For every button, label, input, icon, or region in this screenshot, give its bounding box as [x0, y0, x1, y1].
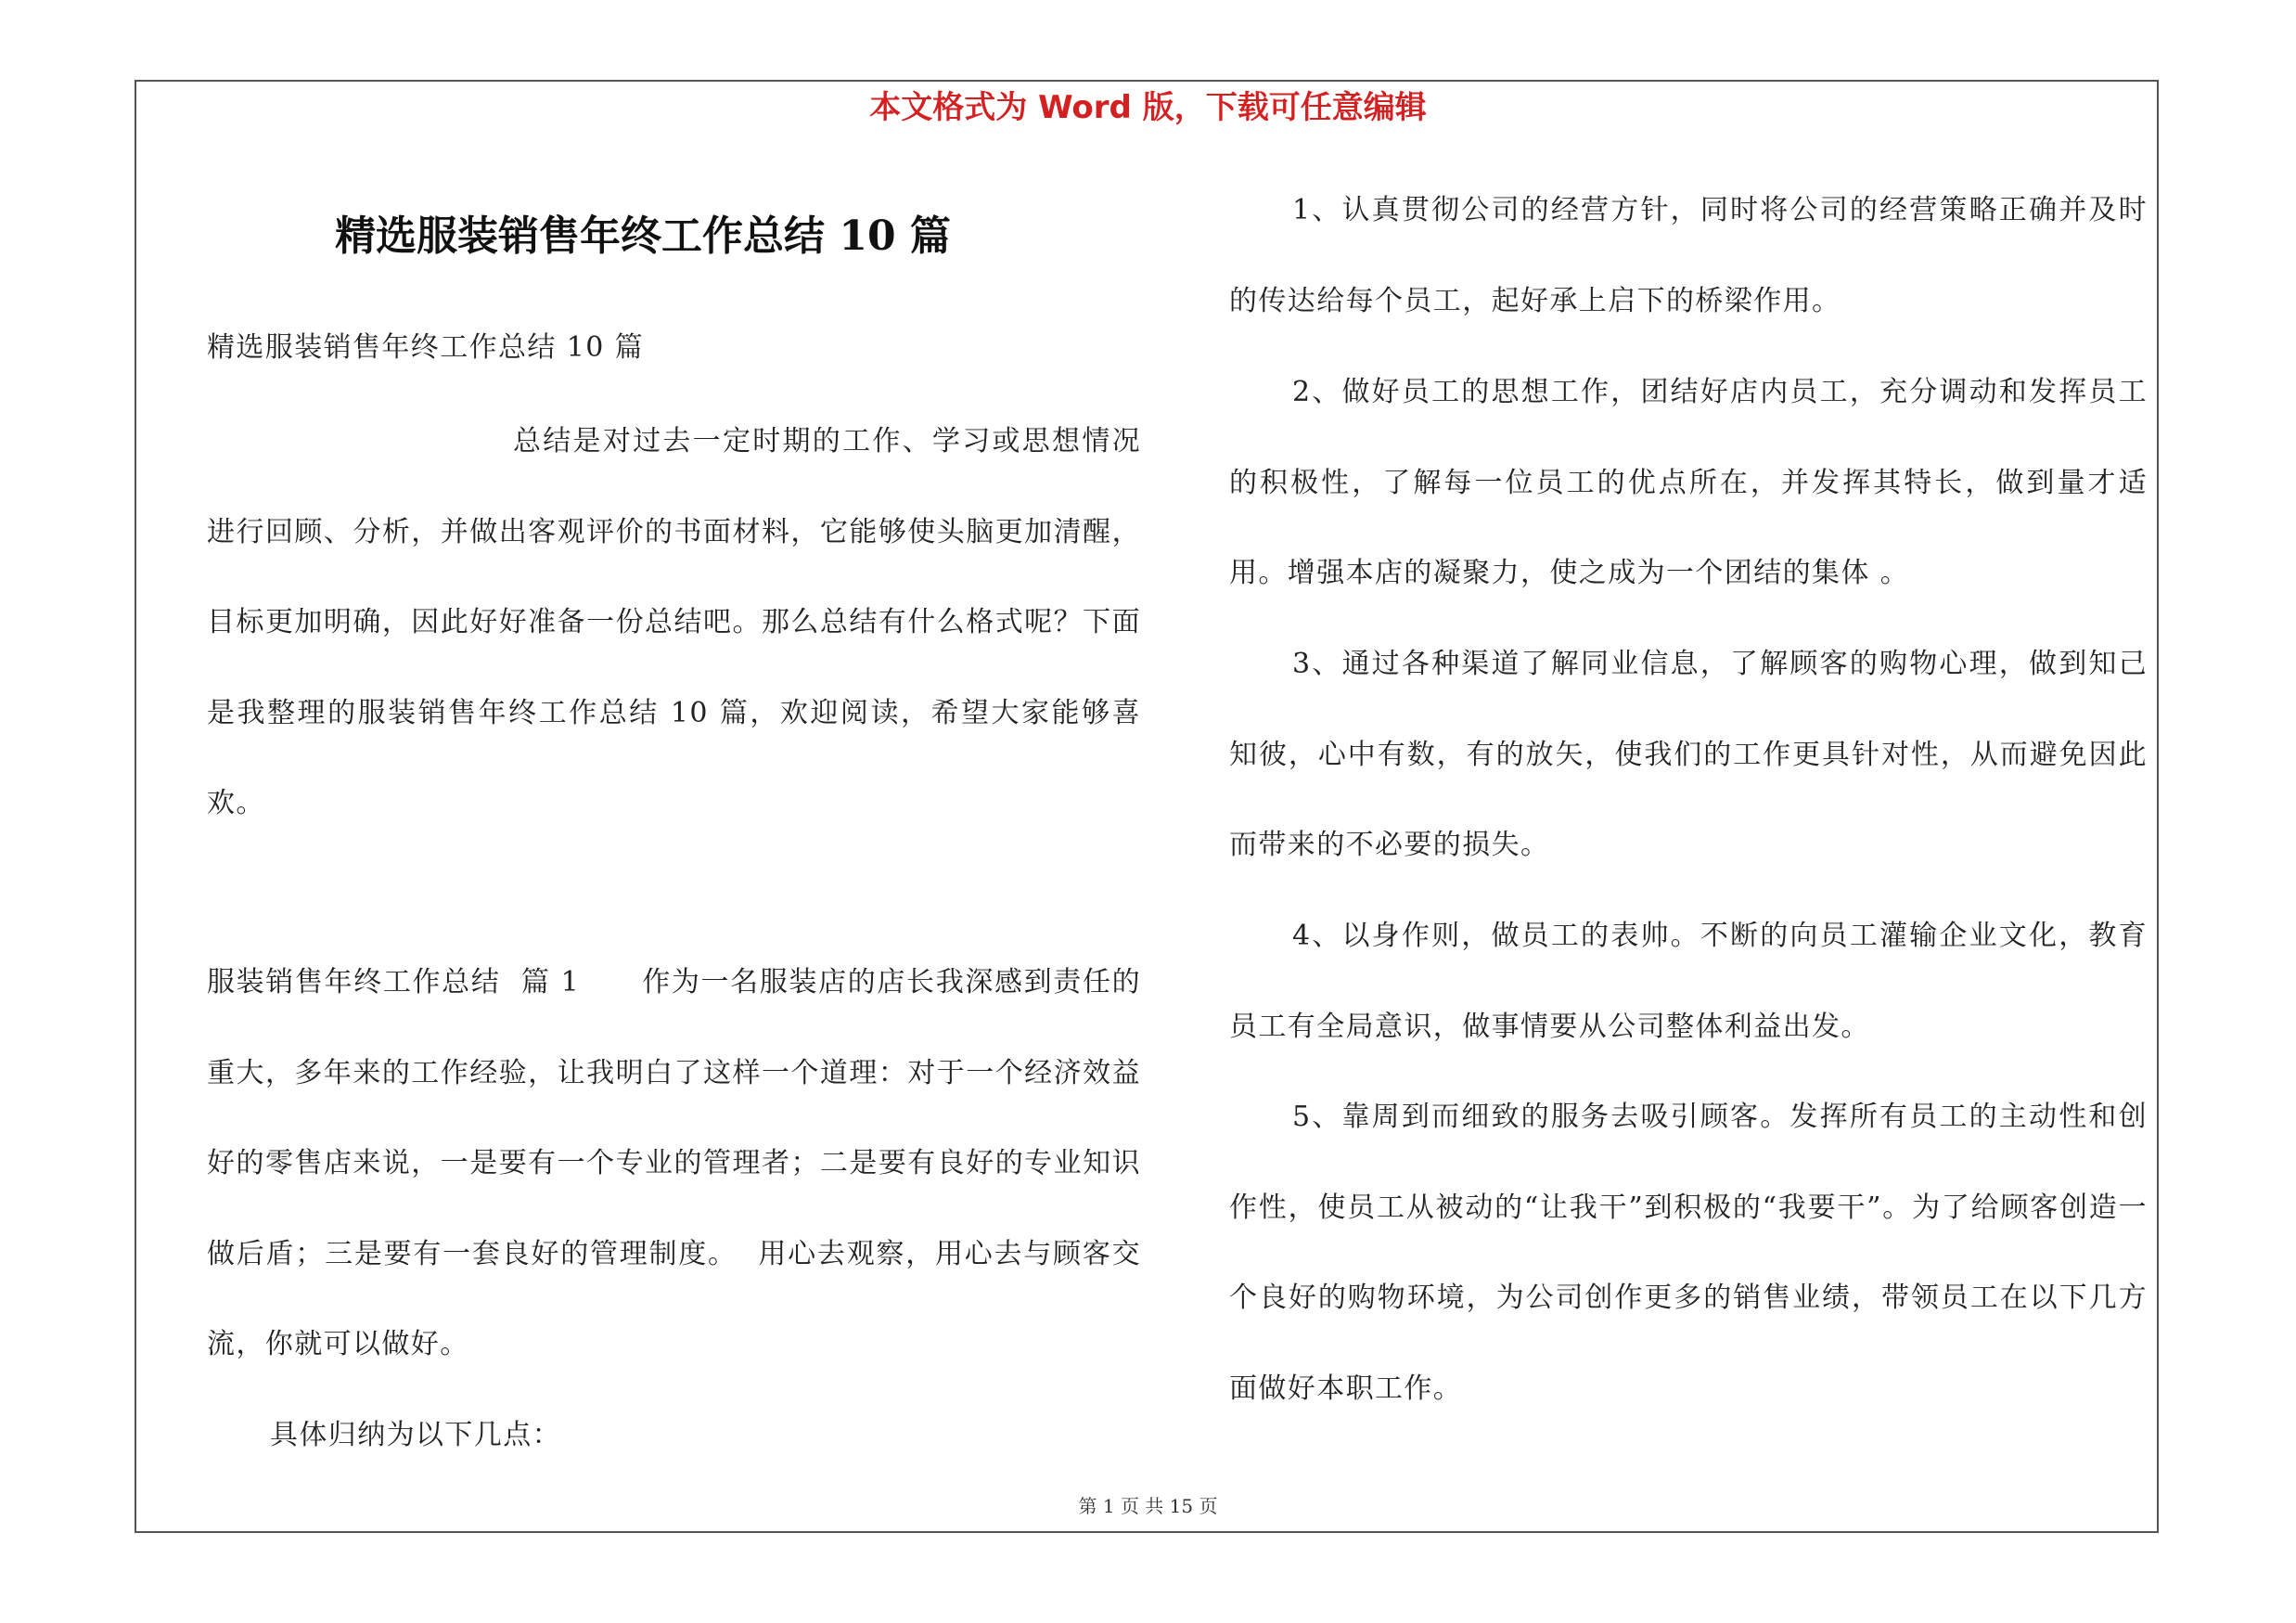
points-intro-paragraph: 具体归纳为以下几点：: [270, 1419, 561, 1451]
point-item-5: 5、靠周到而细致的服务去吸引顾客。发挥所有员工的主动性和创作性，使员工从被动的“让我干”到积极的“我要干”。为了给顾客创造一个良好的购物环境，为公司创作更多的销售业绩，带领员工在以下几方面做好本职工作。: [1229, 1101, 2148, 1405]
page-number-footer: 第 1 页 共 15 页: [1078, 1495, 1218, 1517]
section-1-paragraph: 服装销售年终工作总结 篇 1 作为一名服装店的店长我深感到责任的重大，多年来的工作经验，让我明白了这样一个道理：对于一个经济效益好的零售店来说，一是要有一个专业的管理者；二是要有良好的专业知识做后盾；三是要有一套良好的管理制度。 用心去观察，用心去与顾客交流，你就可以做好。: [207, 966, 1141, 1360]
intro-paragraph: 总结是对过去一定时期的工作、学习或思想情况进行回顾、分析，并做出客观评价的书面材料，它能够使头脑更加清醒，目标更加明确，因此好好准备一份总结吧。那么总结有什么格式呢？下面是我整理的服装销售年终工作总结 10 篇，欢迎阅读，希望大家能够喜欢。: [207, 425, 1141, 819]
document-subtitle: 精选服装销售年终工作总结 10 篇: [207, 331, 645, 364]
point-item-3: 3、通过各种渠道了解同业信息，了解顾客的购物心理，做到知己知彼，心中有数，有的放矢，使我们的工作更具针对性，从而避免因此而带来的不必要的损失。: [1229, 648, 2148, 861]
document-title: 精选服装销售年终工作总结 10 篇: [335, 213, 951, 260]
point-item-4: 4、以身作则，做员工的表帅。不断的向员工灌输企业文化，教育员工有全局意识，做事情要从公司整体利益出发。: [1229, 920, 2148, 1043]
editable-format-banner: 本文格式为 Word 版，下载可任意编辑: [869, 89, 1427, 126]
point-item-2: 2、做好员工的思想工作，团结好店内员工，充分调动和发挥员工的积极性，了解每一位员工的优点所在，并发挥其特长，做到量才适用。增强本店的凝聚力，使之成为一个团结的集体 。: [1229, 376, 2148, 589]
point-item-1: 1、认真贯彻公司的经营方针，同时将公司的经营策略正确并及时的传达给每个员工，起好承上启下的桥梁作用。: [1229, 194, 2148, 317]
